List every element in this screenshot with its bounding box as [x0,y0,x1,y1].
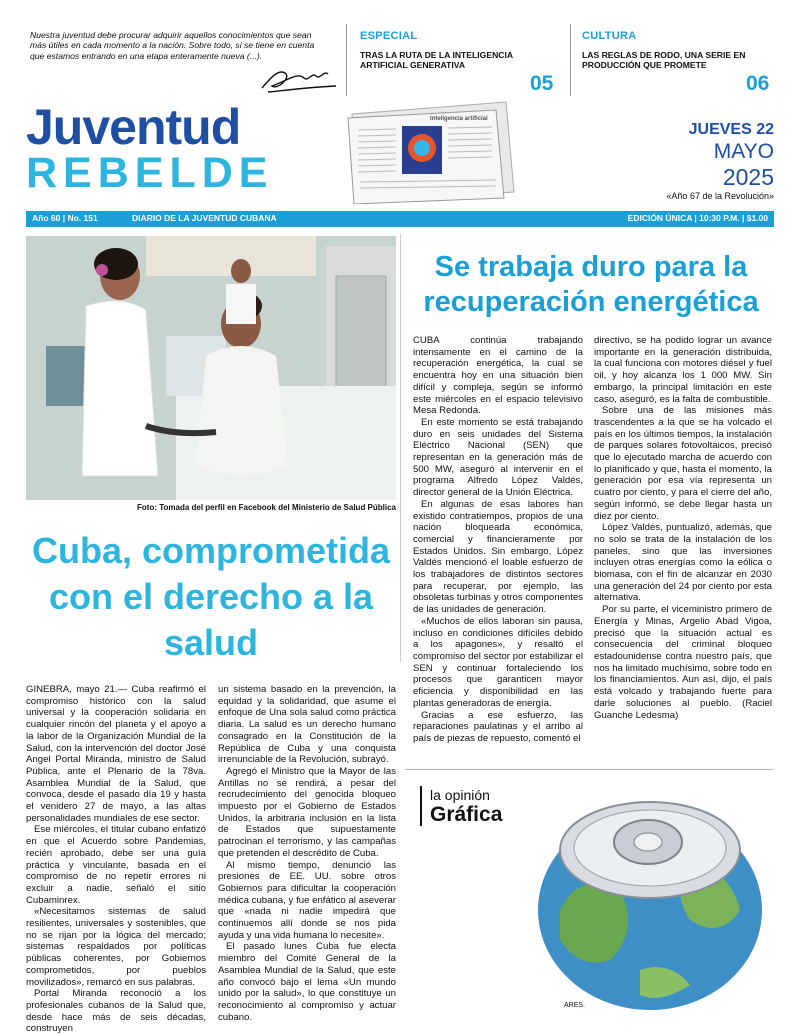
logo-juventud: Juventud [26,99,241,155]
paragraph: López Valdés, puntualizó, además, que no solo se trata de la instalación de los paneles, sino que las inversiones incluyen otras energías como la eólica o biomasa, con el fin de alcanzar en 2030 una generación del 24 por ciento por esta alternativa. [594,522,772,604]
date-year: 2025 [722,164,774,190]
masthead-quote: Nuestra juventud debe procurar adquirir aquellos conocimientos que sean más útiles en cada momento a la nación. Sobre todo, si se tiene en cuenta que estamos entrando en una etapa enteramente nueva (...). [30,30,315,61]
date-day: JUEVES 22 [688,121,774,138]
photo-caption: Foto: Tomada del perfil en Facebook del Ministerio de Salud Pública [137,503,396,512]
paragraph: En algunas de esas labores han existido contratiempos, propios de una nación bloqueada económica, comercial y financieramente por Estados Unidos. Sin embargo, López Valdés mencionó el loable esfuerzo de los trabajadores de distintos sectores para recuperar, por ejemplo, las obsoletas turbinas y otros componentes de las unidades de generación. [413,498,583,616]
promo-page: 05 [530,72,554,95]
newspaper-thumbnail[interactable] [346,100,516,204]
promo-title: LAS REGLAS DE RODO, UNA SERIE EN PRODUCCIÓN QUE PROMETE [582,50,746,70]
issue-number: Año 60 | No. 151 [32,213,98,223]
paragraph: «Necesitamos sistemas de salud resilientes, universales y sostenibles, que no se rijan por la lógica del mercado; sistemas respaldados por políticas públicas coherentes, por Gobiernos comprometidos, por pueblos movilizados», remarcó en sus palabras. [26,906,206,988]
divider [570,24,571,96]
lead-column-1 [26,684,206,1035]
column-divider [400,234,401,662]
paragraph: Al mismo tiempo, denunció las presiones de EE. UU. sobre otros Gobiernos para dificultar la cooperación médica cubana, y fue enfático al aseverar que «nada ni nadie impedirá que continuemos allí donde se nos pida ayuda y una vida humana lo necesite». [218,859,396,941]
paragraph: Sobre una de las misiones más trascendentes a la que se ha volcado el país en los últimos tiempos, la instalación de parques solares fotovoltaicos, precisó que lo ejecutado marcha de acuerdo con lo planificado y que, hasta el momento, la generación por esa vía representa un cuatro por ciento, y para el cierre del año, según informó, se debe llegar hasta un diez por ciento. [594,405,772,522]
opinion-title: Gráfica [430,803,503,826]
promo-kicker: CULTURA [582,30,637,42]
paragraph: Agregó el Ministro que la Mayor de las Antillas no se rendirá, a pesar del recrudecimiento del genocida bloqueo impuesto por el Gobierno de Estados Unidos, la arbitraria inclusión en la lista de Estados que supuestamente patrocinan el terrorismo, y las campañas que pretenden el descrédito de Cuba. [218,765,396,859]
earth-can-cartoon-icon [520,790,766,1016]
lead-headline[interactable]: Cuba, comprometida con el derecho a la salud [31,530,391,663]
paragraph: directivo, se ha podido lograr un avance importante en la generación distribuida, la cual funciona con motores diésel y fuel oil, y hoy alcanza los 1 000 MW. Sin embargo, la principal limitación en este caso, aseguró, es la falta de combustible. [594,335,772,405]
promo-title: TRAS LA RUTA DE LA INTELIGENCIA ARTIFICIAL GENERATIVA [360,50,513,70]
nurse-patient-photo-icon [26,236,396,500]
paragraph: El pasado lunes Cuba fue electa miembro del Comité General de la Asamblea Mundial de la Salud, que este año convocó bajo el lema «Un mundo unido por la salud», lo que constituye un reconocimiento al compromiso y actuar cubano. [218,941,396,1023]
thumbnail-title: Inteligencia artificial [430,116,488,122]
paragraph: GINEBRA, mayo 21.— Cuba reafirmó el compromiso histórico con la salud universal y la cooperación solidaria en cualquier rincón del planeta y el apoyo a la labor de la Organización Mundial de la Salud, con la intervención del doctor José Angel Portal Miranda, ministro de Salud Pública, ante el Plenario de la 78va. Asamblea Mundial de la Salud, que convoca, desde el pasado día 19 y hasta el venidero 27 de mayo, a las altas personalidades mundiales de ese sector. [26,684,206,824]
lead-column-2 [218,684,396,1023]
paragraph: Por su parte, el viceministro primero de Energía y Minas, Argelio Abad Vigoa, precisó que la situación actual es consecuencia del criminal bloqueo estadounidense contra nuestro país, que nos ha limitado muchísimo, sobre todo en los financiamientos. Aun así, dijo, el país está volcado y trabajando fuerte para darle soluciones al pueblo. (Raciel Guanche Ledesma) [594,604,772,721]
paragraph: «Muchos de ellos laboran sin pausa, incluso en condiciones difíciles debido a los apagones», y resaltó el compromiso del sector por estabilizar el SEN y continuar fortaleciendo los procesos que garanticen mayor eficiencia y disponibilidad en las plantas generadoras de energía. [413,615,583,709]
promo-cultura[interactable] [582,30,778,95]
edition-band [26,211,774,227]
paragraph: un sistema basado en la prevención, la equidad y la solidaridad, que asume el enfoque de Una sola salud como práctica diaria. La salud es un derecho humano consagrado en la Constitución de la República de Cuba y una conquista irrenunciable de la Revolución, subrayó. [218,684,396,766]
date-month: MAYO [713,140,774,163]
energy-column-2 [594,335,772,721]
opinion-rule [420,786,422,826]
divider [346,24,347,96]
band-slogan: DIARIO DE LA JUVENTUD CUBANA [132,213,277,223]
signature-icon [258,60,338,96]
revolution-year: «Año 67 de la Revolución» [666,191,774,201]
logo-rebelde: REBELDE [26,149,274,197]
paragraph: Ese miércoles, el titular cubano enfatizó en que el Acuerdo sobre Pandemias, recién aprobado, debe ser una guía práctica y vinculante, basada en el compromiso de no repetir errores ni excluir a nadie, señaló el sitio Cubaminrex. [26,824,206,906]
cartoon-signature: ARES. [564,1002,586,1009]
promo-page: 06 [746,72,770,95]
paragraph: Gracias a ese esfuerzo, las reparaciones paulatinas y el arribo al país de piezas de repuesto, comentó el [413,709,583,744]
paragraph: En este momento se está trabajando duro en seis unidades del Sistema Eléctrico Nacional (SEN) que representan en la generación más de 500 MW, aseguró al intervenir en el programa Alfredo López Valdés, director general de la Unión Eléctrica. [413,416,583,499]
energy-column-1 [413,335,583,745]
opinion-label: la opinión [430,787,490,803]
edition-info: EDICIÓN ÚNICA | 10:30 P.M. | $1.00 [627,213,768,223]
energy-headline[interactable]: Se trabaja duro para la recuperación energética [423,251,759,318]
health-photo [26,236,396,500]
paragraph: CUBA continúa trabajando intensamente en el camino de la recuperación energética, la cual se encuentra hoy en una situación bien difícil y compleja, según se informó este miércoles en el espacio televisivo Mesa Redonda. [413,335,583,417]
promo-especial[interactable] [360,30,560,95]
promo-kicker: ESPECIAL [360,30,418,42]
paragraph: Portal Miranda reconoció a los profesionales cubanos de la Salud que, desde hace más de seis décadas, construyen [26,988,206,1035]
